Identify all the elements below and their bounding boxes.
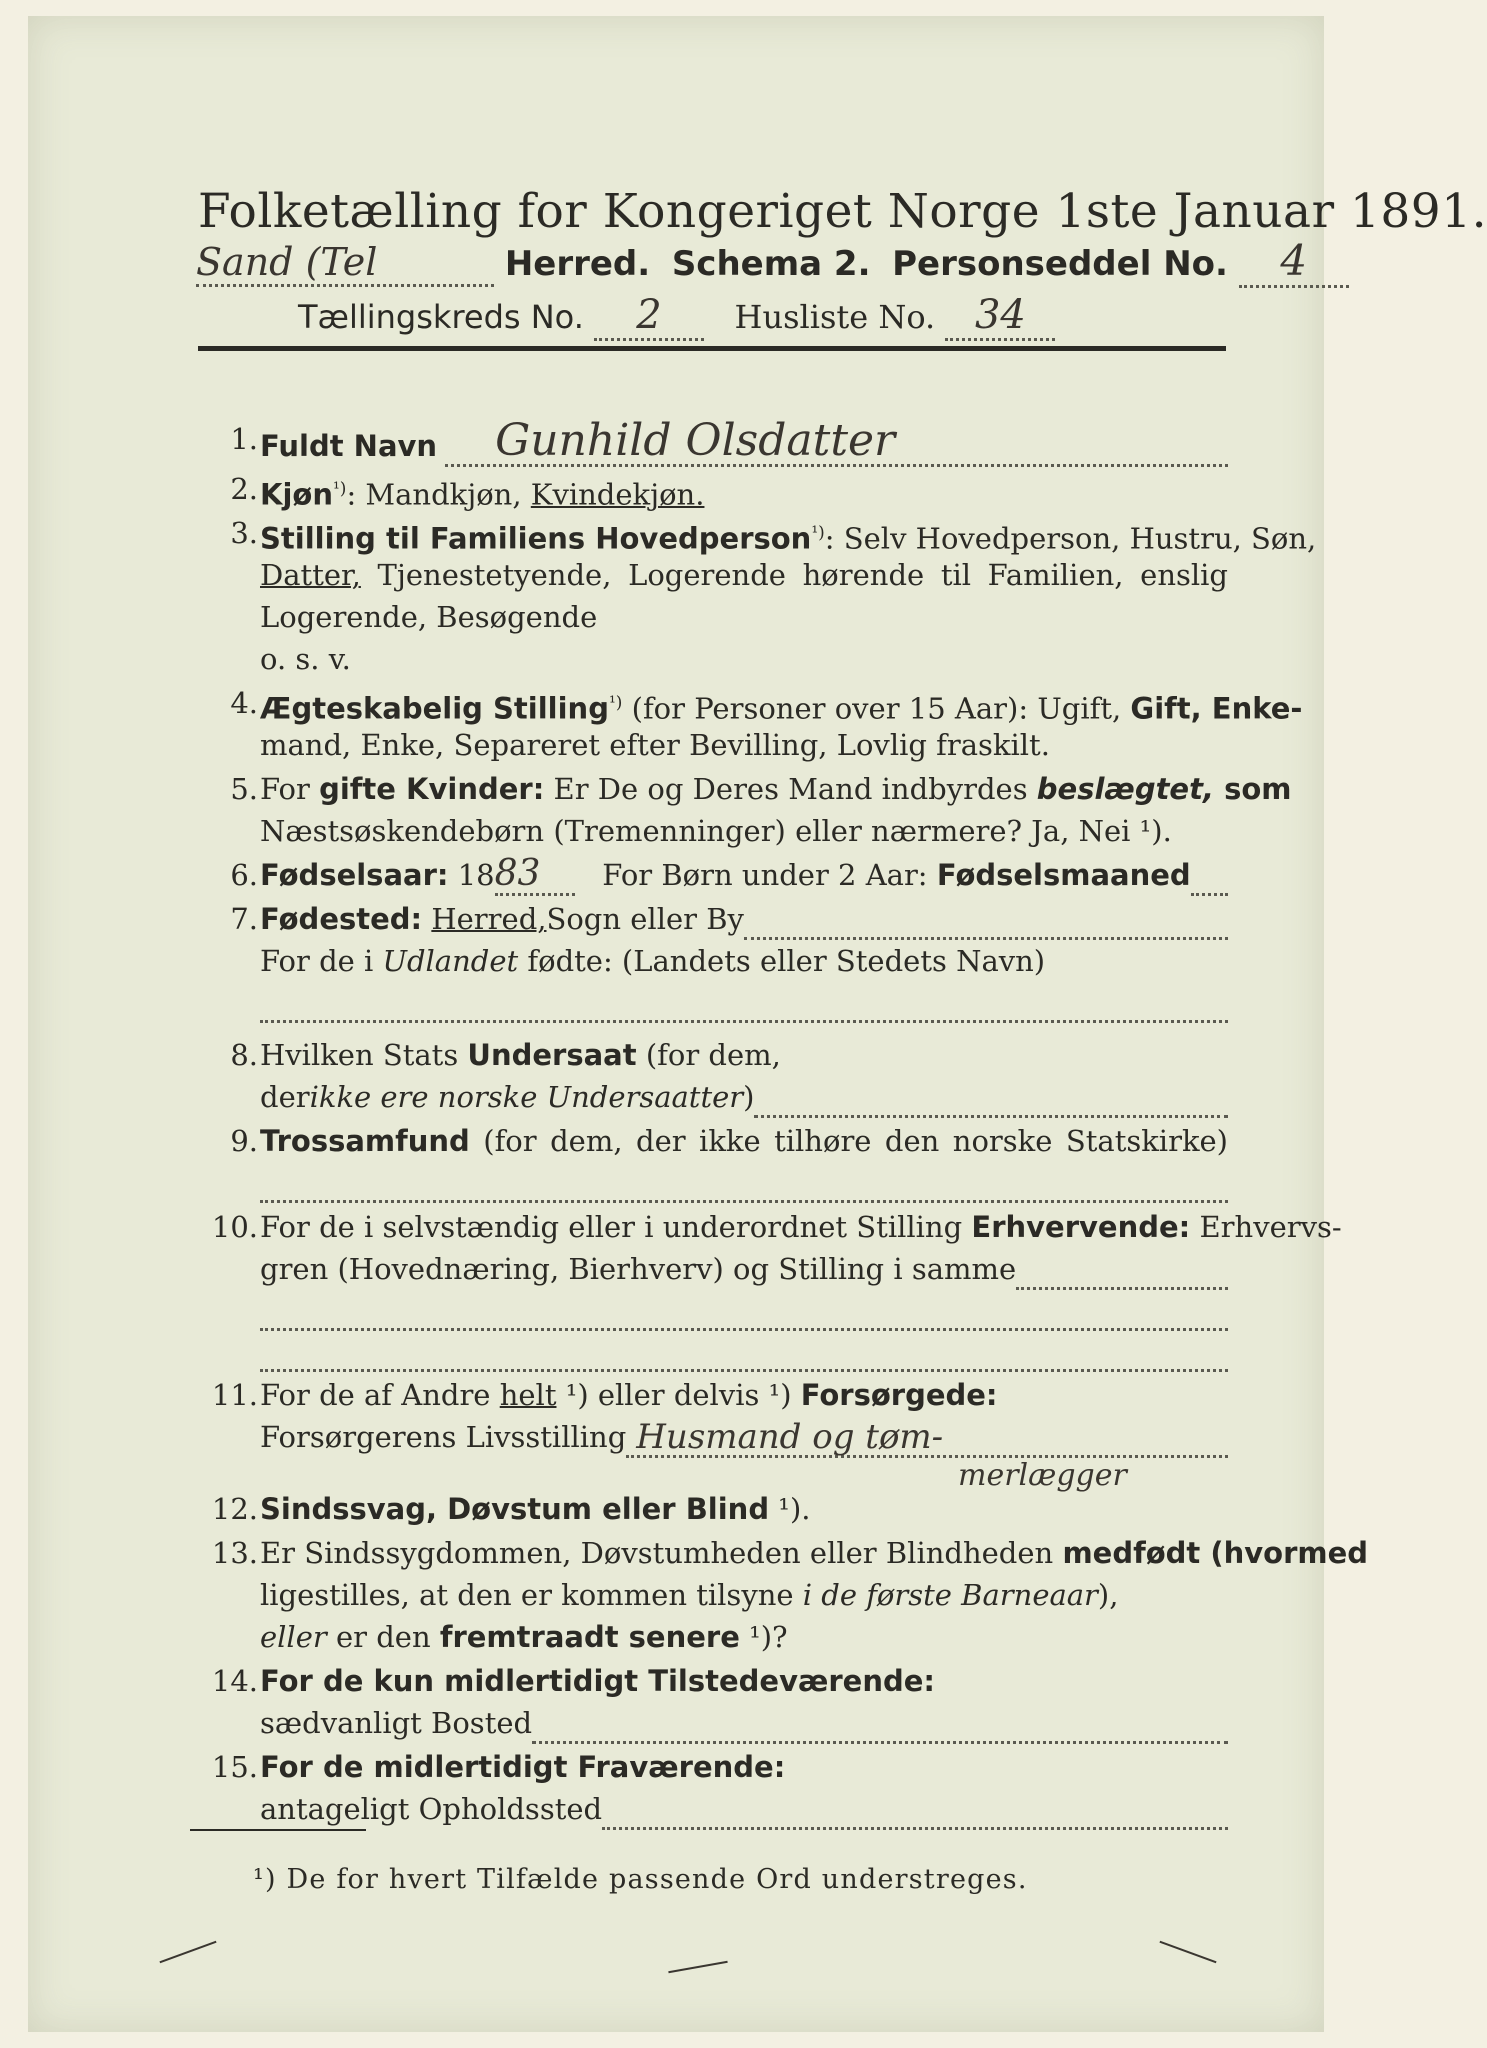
abroad-text-a: For de i — [260, 944, 383, 978]
occupation-field-3 — [260, 1331, 1228, 1372]
header-rule — [198, 346, 1226, 351]
item-number: 9. — [230, 1124, 258, 1158]
birthplace-herred-underlined: Herred, — [431, 902, 547, 936]
herred-label: Herred. — [504, 244, 651, 284]
corner-mark-left — [159, 1941, 216, 1963]
footnote: ¹) De for hvert Tilfælde passende Ord understreges. — [253, 1864, 1028, 1895]
herred-line — [196, 236, 1308, 288]
item-number: 3. — [230, 516, 258, 550]
item-number: 12. — [211, 1492, 258, 1526]
probable-residence-label: antageligt Opholdssted — [260, 1792, 603, 1826]
abroad-field — [260, 982, 1228, 1023]
birth-year-label: Fødselsaar: — [260, 858, 449, 892]
usual-residence-label: sædvanligt Bosted — [260, 1706, 533, 1740]
supported-text-c: ¹) eller delvis ¹) — [556, 1378, 801, 1412]
birth-month-field — [1191, 863, 1228, 896]
temporary-present-label: For de kun midlertidigt Tilstedeværende: — [260, 1664, 936, 1698]
personseddel-no-value: 4 — [1239, 236, 1349, 288]
corner-mark-center — [668, 1961, 727, 1973]
kreds-no-value: 2 — [594, 292, 704, 341]
congenital-text-j: ¹)? — [739, 1620, 788, 1654]
congenital-text-i: fremtraadt senere — [439, 1620, 740, 1654]
supported-text-d: Forsørgede: — [800, 1378, 998, 1412]
congenital-text-d: ligestilles, at den er kommen tilsyne — [260, 1578, 803, 1612]
gender-option-female-underlined: Kvindekjøn. — [530, 477, 705, 512]
item-number: 1. — [230, 422, 258, 456]
congenital-text-f: ), — [1097, 1578, 1119, 1612]
birthplace-options: Sogn eller By — [546, 902, 744, 936]
footnote-rule — [190, 1829, 366, 1831]
family-position-options-4: o. s. v. — [260, 642, 351, 676]
occupation-field-1 — [1016, 1257, 1228, 1290]
occupation-text-b: Erhvervende: — [971, 1210, 1191, 1244]
congenital-text-h: er den — [326, 1620, 440, 1654]
item-number: 14. — [211, 1664, 258, 1698]
item-number: 4. — [230, 686, 258, 720]
married-women-text-2: Næstsøskendebørn (Tremenninger) eller nærmere? Ja, Nei ¹). — [260, 814, 1172, 848]
family-position-options-1: : Selv Hovedperson, Hustru, Søn, — [824, 521, 1317, 556]
footnote-ref: ¹). — [769, 1492, 811, 1526]
supported-text-a: For de af Andre — [260, 1378, 500, 1412]
occupation-text-a: For de i selvstændig eller i underordnet Stilling — [260, 1210, 972, 1244]
husliste-no-value: 34 — [945, 292, 1055, 341]
corner-mark-right — [1159, 1941, 1216, 1963]
item-number: 7. — [230, 902, 258, 936]
temporary-absent-label: For de midlertidigt Fraværende: — [260, 1750, 786, 1784]
citizenship-text-e: ikke ere norske Undersaatter — [309, 1080, 744, 1114]
footnote-ref: ¹) — [332, 479, 347, 499]
schema-label: Schema 2. — [671, 244, 871, 284]
item-number: 15. — [211, 1750, 258, 1784]
congenital-text-g: eller — [260, 1620, 327, 1654]
supporter-occupation-label: Forsørgerens Livsstilling — [260, 1420, 627, 1454]
married-women-text-e: som — [1213, 772, 1292, 806]
gender-label: Kjøn — [260, 477, 333, 512]
birthplace-field — [744, 907, 1228, 940]
citizenship-text-a: Hvilken Stats — [260, 1038, 468, 1072]
item-number: 11. — [211, 1378, 258, 1412]
citizenship-text-d: der — [260, 1080, 310, 1114]
citizenship-text-c: (for dem, — [636, 1038, 781, 1072]
footnote-ref: ¹) — [608, 693, 623, 713]
disability-label: Sindssvag, Døvstum eller Blind — [260, 1492, 770, 1526]
birth-year-prefix: 18 — [457, 858, 495, 892]
citizenship-text-b: Undersaat — [467, 1038, 637, 1072]
personseddel-label: Personseddel No. — [892, 244, 1228, 284]
full-name-value: Gunhild Olsdatter — [445, 418, 1228, 467]
birth-month-text: For Børn under 2 Aar: — [602, 858, 928, 892]
congenital-text-a: Er Sindssygdommen, Døvstumheden eller Blindheden — [260, 1536, 1063, 1570]
item-number: 13. — [211, 1536, 258, 1570]
married-women-text-b: gifte Kvinder: — [319, 772, 545, 806]
occupation-text-c: Erhvervs- — [1190, 1210, 1342, 1244]
supported-text-b: helt — [499, 1378, 557, 1412]
abroad-text-b: Udlandet — [382, 944, 519, 978]
congenital-text-c: (hvormed — [1200, 1536, 1369, 1570]
supporter-occupation-value: Husmand og tøm- — [626, 1419, 1228, 1458]
kreds-line — [298, 292, 1055, 341]
family-position-options-3: Logerende, Besøgende — [260, 600, 598, 634]
marital-status-text-1b: Gift, Enke- — [1130, 691, 1303, 726]
birth-year-value: 83 — [495, 855, 575, 896]
family-position-options-2: Tjenestetyende, Logerende hørende til Familien, enslig — [360, 558, 1228, 592]
census-form-sheet — [28, 16, 1487, 2032]
kreds-label: Tællingskreds No. — [298, 298, 584, 336]
marital-status-label: Ægteskabelig Stilling — [260, 691, 609, 726]
family-position-datter-underlined: Datter, — [260, 558, 361, 592]
congenital-text-b: medfødt — [1062, 1536, 1201, 1570]
married-women-text-d: beslægtet, — [1036, 772, 1214, 806]
married-women-text-c: Er De og Deres Mand indbyrdes — [544, 772, 1037, 806]
abroad-text-c: fødte: (Landets eller Stedets Navn) — [518, 944, 1046, 978]
religion-text: (for dem, der ikke tilhøre den norske Statskirke) — [469, 1124, 1228, 1158]
occupation-field-2 — [260, 1290, 1228, 1331]
marital-status-text-2: mand, Enke, Separeret efter Bevilling, Lovlig fraskilt. — [260, 728, 1050, 762]
congenital-text-e: i de første Barneaar — [802, 1578, 1098, 1612]
religion-field — [260, 1162, 1228, 1203]
religion-label: Trossamfund — [260, 1124, 470, 1158]
herred-name-value: Sand (Tel — [196, 240, 494, 287]
husliste-label: Husliste No. — [734, 298, 936, 336]
item-number: 8. — [230, 1038, 258, 1072]
probable-residence-field — [602, 1797, 1228, 1830]
form-title: Folketælling for Kongeriget Norge 1ste Januar 1891. — [198, 184, 1487, 239]
citizenship-text-f: ) — [743, 1080, 755, 1114]
marital-status-text-1: (for Personer over 15 Aar): Ugift, — [622, 691, 1131, 726]
citizenship-field — [754, 1085, 1228, 1118]
footnote-ref: ¹) — [811, 523, 825, 543]
item-number: 10. — [211, 1210, 258, 1244]
married-women-text-a: For — [260, 772, 320, 806]
family-position-label: Stilling til Familiens Hovedperson — [260, 521, 812, 556]
item-number: 2. — [230, 472, 258, 506]
birthplace-label: Fødested: — [260, 902, 423, 936]
item-number: 5. — [230, 772, 258, 806]
occupation-text-2: gren (Hovednæring, Bierhverv) og Stilling i samme — [260, 1252, 1017, 1286]
full-name-label: Fuldt Navn — [260, 429, 438, 463]
gender-option-male: : Mandkjøn, — [346, 477, 531, 512]
supporter-occupation-value-cont: merlægger — [958, 1458, 1127, 1493]
item-number: 6. — [230, 858, 258, 892]
birth-month-label: Fødselsmaaned — [936, 858, 1191, 892]
usual-residence-field — [532, 1711, 1228, 1744]
